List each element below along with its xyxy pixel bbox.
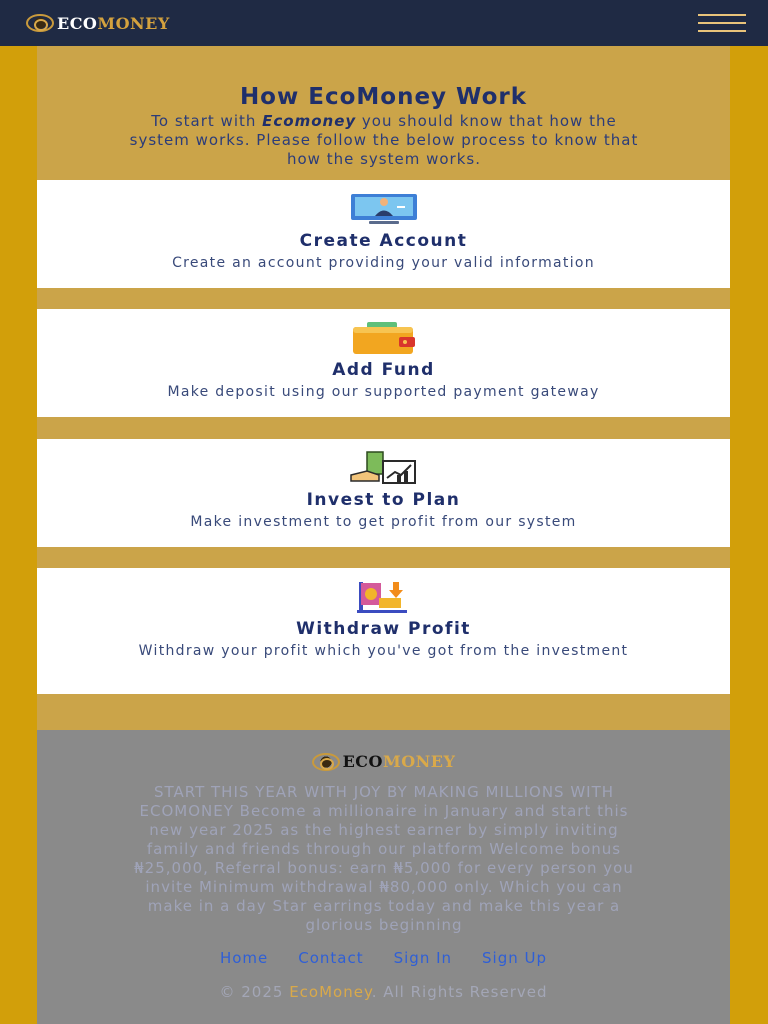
copyright-text: © 2025 EcoMoney. All Rights Reserved — [219, 983, 548, 1001]
section-title: How EcoMoney Work — [239, 84, 528, 110]
investment-chart-icon — [349, 451, 419, 485]
step-description: Make deposit using our supported payment gateway — [167, 384, 600, 400]
brand-logo[interactable] — [26, 14, 170, 33]
footer-link-sign-in[interactable]: Sign In — [393, 949, 453, 967]
step-title: Add Fund — [332, 360, 435, 380]
computer-user-icon — [349, 192, 419, 226]
step-card-create-account — [37, 180, 730, 288]
coin-logo-icon — [26, 14, 54, 32]
how-it-works-section — [37, 46, 730, 730]
step-title: Withdraw Profit — [296, 619, 471, 639]
footer-link-home[interactable]: Home — [219, 949, 269, 967]
step-card-withdraw-profit — [37, 568, 730, 694]
footer-link-contact[interactable]: Contact — [298, 949, 364, 967]
hamburger-menu-icon[interactable] — [698, 14, 746, 32]
top-navbar — [0, 0, 768, 46]
step-title: Invest to Plan — [306, 490, 461, 510]
step-card-invest-to-plan — [37, 439, 730, 547]
step-card-add-fund — [37, 309, 730, 417]
wallet-icon — [349, 321, 419, 355]
footer-logo[interactable] — [37, 752, 730, 771]
logo-wordmark: ECOMONEY — [342, 752, 456, 771]
withdraw-money-icon — [349, 580, 419, 614]
footer-promo-text: START THIS YEAR WITH JOY BY MAKING MILLIONS WITH ECOMONEY Become a millionaire in January and start this new year 2025 as the highest earner by simply inviting family and friends through our platform Welcome bonus ₦25,000, Referral bonus: earn ₦5,000 for every person you invite Minimum withdrawal ₦80,000 only. Which you can make in a day Star earrings today and make this year a glorious beginning — [134, 783, 634, 934]
step-description: Withdraw your profit which you've got from the investment — [138, 643, 629, 659]
footer-link-sign-up[interactable]: Sign Up — [482, 949, 548, 967]
footer-nav — [37, 949, 730, 967]
copyright-brand-link[interactable]: EcoMoney — [289, 983, 372, 1001]
site-footer — [37, 730, 730, 1024]
coin-logo-icon — [312, 753, 340, 771]
step-title: Create Account — [299, 231, 468, 251]
step-description: Make investment to get profit from our system — [190, 514, 577, 530]
section-intro: To start with Ecomoney you should know that how the system works. Please follow the below process to know that how the system works. — [129, 112, 639, 168]
step-description: Create an account providing your valid information — [172, 255, 595, 271]
logo-wordmark: ECOMONEY — [57, 13, 170, 33]
